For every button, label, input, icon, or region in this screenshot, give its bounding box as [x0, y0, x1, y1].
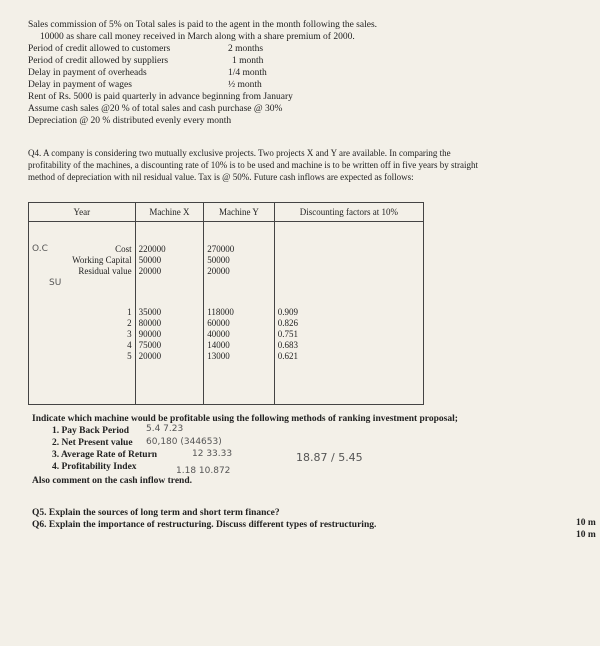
cash-sales-line: Assume cash sales @20 % of total sales and cash purchase @ 30%	[28, 104, 283, 114]
header-machine-y: Machine Y	[204, 203, 274, 222]
method-arr: 3. Average Rate of Return	[52, 450, 158, 460]
q4-line-3: method of depreciation with nil residual value. Tax is @ 50%. Future cash inflows are expected as follows:	[28, 172, 414, 182]
handwritten-arr-2: 18.87 / 5.45	[296, 451, 363, 464]
credit-suppliers-period: 1 month	[232, 56, 264, 66]
q6-marks: 10 m	[576, 530, 596, 540]
overheads-delay-period: 1/4 month	[228, 68, 267, 78]
year-5-df: 0.621	[274, 351, 423, 362]
handwritten-npv: 60,180 (344653)	[146, 437, 222, 447]
handwritten-oc: O.C	[32, 244, 48, 254]
q6-line: Q6. Explain the importance of restructuring. Discuss different types of restructuring.	[32, 520, 377, 530]
working-capital-x: 50000	[135, 255, 204, 266]
q4-line-1: Q4. A company is considering two mutually exclusive projects. Two projects X and Y are available. In comparing the	[28, 148, 451, 158]
year-2: 2	[29, 318, 136, 329]
residual-y: 20000	[204, 266, 274, 277]
year-2-x: 80000	[135, 318, 204, 329]
year-1: 1	[29, 307, 136, 318]
table-row	[29, 318, 424, 329]
cash-inflow-table	[28, 202, 424, 405]
year-1-x: 35000	[135, 307, 204, 318]
year-1-df: 0.909	[274, 307, 423, 318]
method-npv: 2. Net Present value	[52, 438, 133, 448]
method-profitability-index: 4. Profitability Index	[52, 462, 137, 472]
handwritten-pi: 1.18 10.872	[176, 466, 231, 476]
handwritten-payback: 5.4 7.23	[146, 424, 184, 434]
depreciation-line: Depreciation @ 20 % distributed evenly every month	[28, 116, 232, 126]
year-4-x: 75000	[135, 340, 204, 351]
residual-x: 20000	[135, 266, 204, 277]
method-payback: 1. Pay Back Period	[52, 426, 130, 436]
table-row	[29, 351, 424, 362]
table-row	[29, 340, 424, 351]
credit-customers-period: 2 months	[228, 44, 264, 54]
credit-customers-line: Period of credit allowed to customers	[28, 44, 171, 54]
year-2-y: 60000	[204, 318, 274, 329]
working-capital-y: 50000	[204, 255, 274, 266]
wages-delay-period: ½ month	[228, 80, 262, 90]
year-1-y: 118000	[204, 307, 274, 318]
cost-x: 220000	[135, 244, 204, 255]
year-3: 3	[29, 329, 136, 340]
sales-commission-line: Sales commission of 5% on Total sales is paid to the agent in the month following the sales.	[28, 20, 378, 30]
year-5-y: 13000	[204, 351, 274, 362]
share-call-line: 10000 as share call money received in March along with a share premium of 2000.	[40, 32, 355, 42]
year-5-x: 20000	[135, 351, 204, 362]
year-3-y: 40000	[204, 329, 274, 340]
table-row	[29, 255, 424, 266]
row-label: Residual value	[29, 266, 136, 277]
year-3-df: 0.751	[274, 329, 423, 340]
row-label: Working Capital	[29, 255, 136, 266]
rent-line: Rent of Rs. 5000 is paid quarterly in advance beginning from January	[28, 92, 293, 102]
year-3-x: 90000	[135, 329, 204, 340]
header-machine-x: Machine X	[135, 203, 204, 222]
table-row	[29, 329, 424, 340]
year-4-df: 0.683	[274, 340, 423, 351]
overheads-delay-line: Delay in payment of overheads	[28, 68, 147, 78]
wages-delay-line: Delay in payment of wages	[28, 80, 132, 90]
header-discount-factors: Discounting factors at 10%	[274, 203, 423, 222]
year-4-y: 14000	[204, 340, 274, 351]
year-2-df: 0.826	[274, 318, 423, 329]
handwritten-arr: 12 33.33	[192, 449, 233, 459]
year-5: 5	[29, 351, 136, 362]
q4-line-2: profitability of the machines, a discounting rate of 10% is to be used and machine is to be written off in five years by straight	[28, 160, 478, 170]
row-label: Cost	[115, 244, 132, 254]
table-row	[29, 307, 424, 318]
header-year: Year	[29, 203, 136, 222]
credit-suppliers-line: Period of credit allowed by suppliers	[28, 56, 169, 66]
comment-line: Also comment on the cash inflow trend.	[32, 476, 193, 486]
table-row	[29, 244, 424, 255]
indicate-line: Indicate which machine would be profitable using the following methods of ranking investment proposal;	[32, 414, 458, 424]
table-row	[29, 266, 424, 277]
handwritten-su: SU	[49, 278, 62, 288]
q5-line: Q5. Explain the sources of long term and short term finance?	[32, 508, 280, 518]
year-4: 4	[29, 340, 136, 351]
cost-y: 270000	[204, 244, 274, 255]
q5-marks: 10 m	[576, 518, 596, 528]
